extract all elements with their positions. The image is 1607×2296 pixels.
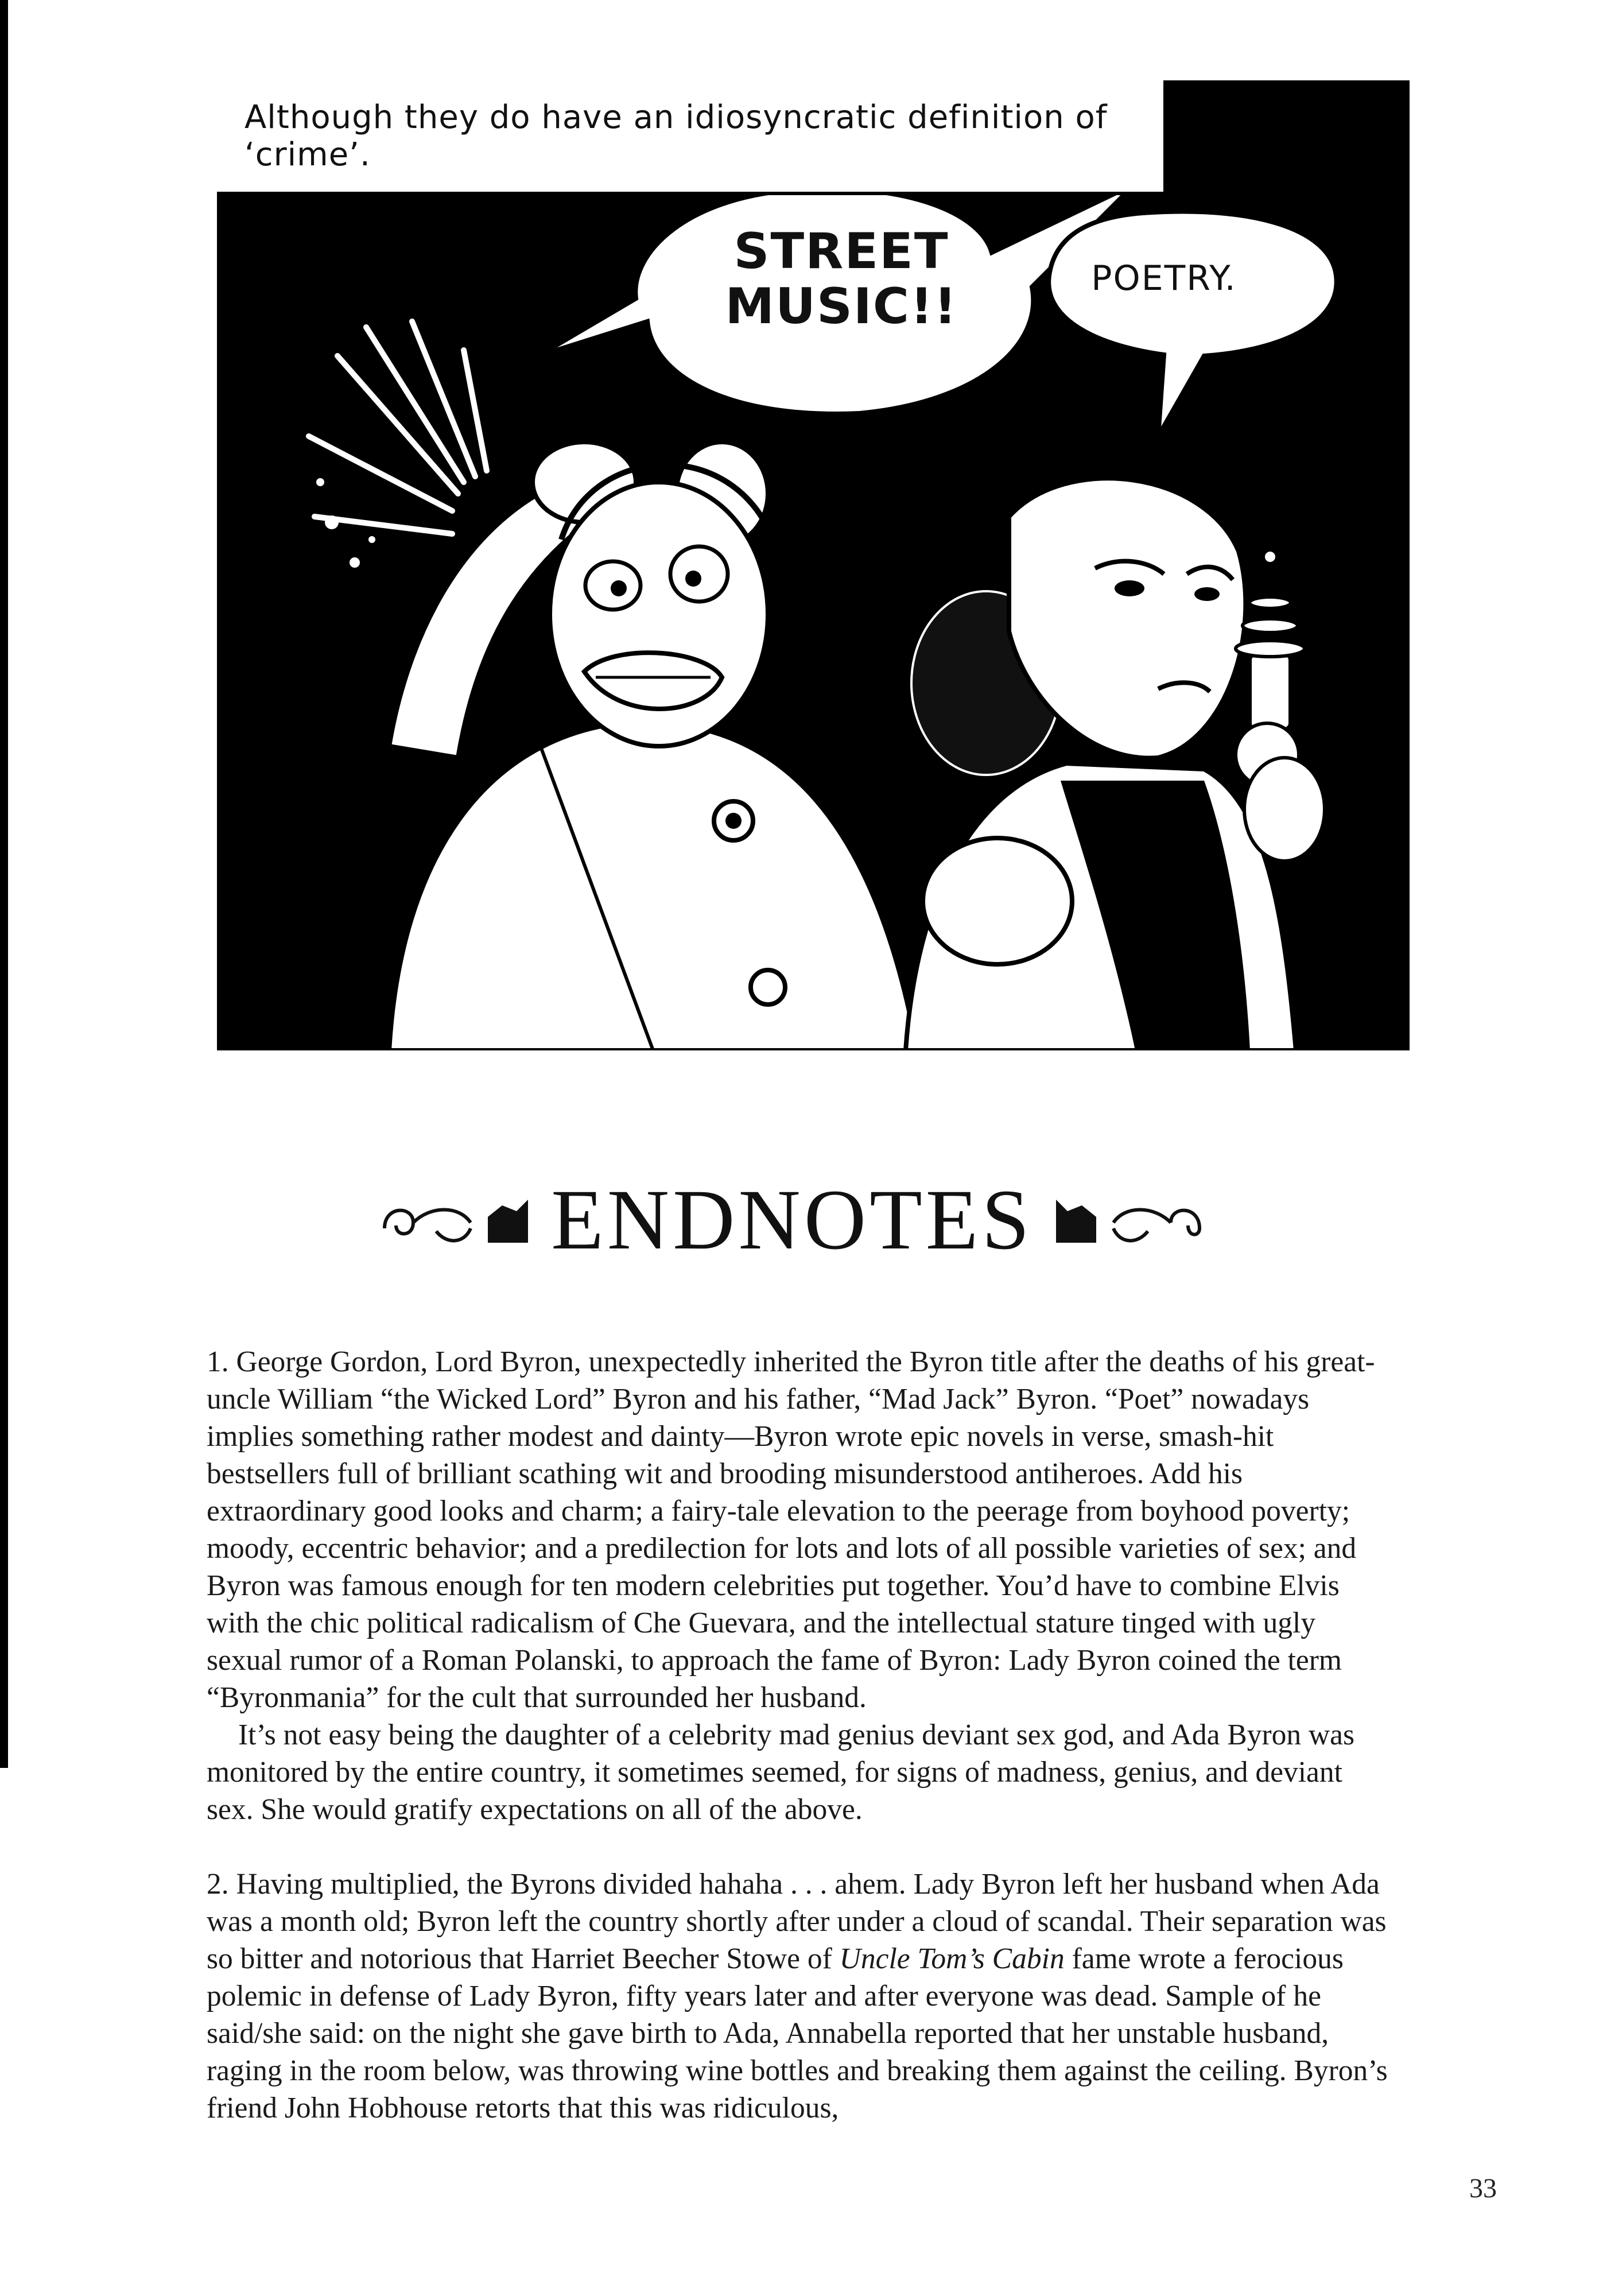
comic-panel	[217, 80, 1410, 1050]
caption-text: Although they do have an idiosyncratic definition of ‘crime’.	[244, 99, 1108, 173]
page-number: 33	[1469, 2173, 1497, 2204]
balloon-street-line1: STREET	[733, 223, 949, 280]
ornament-left-icon	[379, 1188, 534, 1257]
speech-balloon-street-music	[698, 224, 985, 334]
note-2-paragraph	[207, 1865, 1395, 2127]
note-2-text-start: 2. Having multiplied, the Byrons divided hahaha . . . ahem. Lady Byron left her husband when Ada was a month old; Byron left the country shortly after under a cloud of scandal. Their separation was so bitter and notorious that Harriet Beecher Stowe of	[207, 1868, 1387, 1975]
caption-box	[217, 80, 1167, 195]
note-1-paragraph-1: 1. George Gordon, Lord Byron, unexpectedly inherited the Byron title after the deaths of his great-uncle William “the Wicked Lord” Byron and his father, “Mad Jack” Byron. “Poet” nowadays implies something rather modest and dainty—Byron wrote epic novels in verse, smash-hit bestsellers full of brilliant scathing wit and brooding misunderstood antiheroes. Add his extraordinary good looks and charm; a fairy-tale elevation to the peerage from boyhood poverty; moody, eccentric behavior; and a predilection for lots and lots of all possible varieties of sex; and Byron was famous enough for ten modern celebrities put together. You’d have to combine Elvis with the chic political radicalism of Che Guevara, and the intellectual stature tinged with ugly sexual rumor of a Roman Polanski, to approach the fame of Byron: Lady Byron coined the term “Byronmania” for the cult that surrounded her husband.	[207, 1345, 1375, 1714]
note-2-text-end: fame wrote a ferocious polemic in defense of Lady Byron, fifty years later and after everyone was dead. Sample of he said/she said: on the night she gave birth to Ada, Annabella reported that her unstable husband, raging in the room below, was throwing wine bottles and breaking them against the ceiling. Byron’s friend John Hobhouse retorts that this was ridiculous,	[207, 1942, 1388, 2124]
speech-balloon-poetry: POETRY.	[1091, 258, 1237, 298]
endnotes-heading	[344, 1171, 1240, 1269]
endnotes-body	[207, 1343, 1395, 2127]
balloon-street-line2: MUSIC!!	[725, 278, 958, 335]
endnotes-title: ENDNOTES	[551, 1172, 1033, 1267]
book-title-uncle-toms-cabin: Uncle Tom’s Cabin	[839, 1942, 1065, 1975]
ornament-right-icon	[1050, 1188, 1205, 1257]
note-1-paragraph-2: It’s not easy being the daughter of a celebrity mad genius deviant sex god, and Ada Byron was monitored by the entire country, it sometimes seemed, for signs of madness, genius, and deviant sex. She would gratify expectations on all of the above.	[207, 1719, 1355, 1826]
page-edge-bar	[0, 0, 8, 1768]
